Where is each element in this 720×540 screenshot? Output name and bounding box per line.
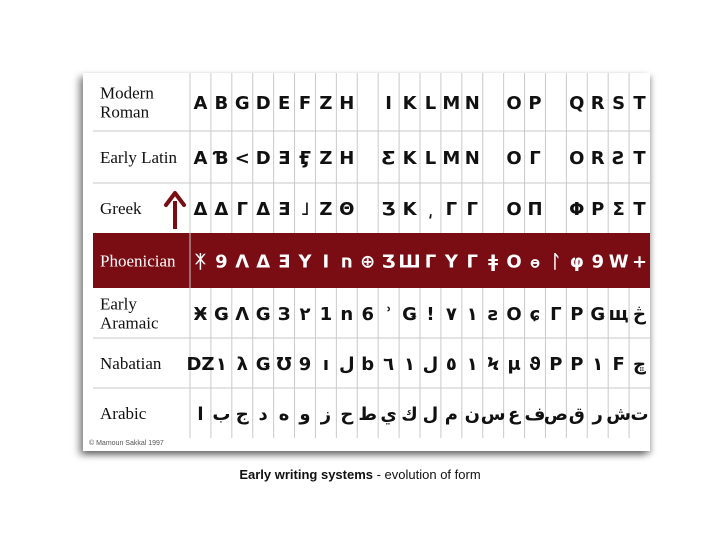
letter-glyph: ˩ [300,199,310,220]
letter-glyph: ⊕ [360,251,376,273]
letter-glyph: P [570,304,584,325]
letter-glyph: ١ [404,354,416,375]
letter-glyph: ع [507,404,521,425]
letter-glyph: ⲑ [530,251,540,273]
row-label: Roman [100,102,150,122]
letter-glyph: H [339,93,355,114]
letter-glyph: Λ [235,251,250,273]
letter-glyph: ᛡ [195,251,206,273]
row-label: Aramaic [100,313,159,333]
letter-glyph: Ǳ [186,354,215,375]
letter-glyph: Q [569,93,585,114]
letter-glyph: ف [524,404,546,425]
letter-glyph: Γ [550,304,562,325]
caption-rest: - evolution of form [373,467,481,482]
letter-glyph: T [633,148,646,169]
letter-glyph: D [255,148,271,169]
letter-glyph: Σ [612,199,625,220]
letter-glyph: F [612,354,625,375]
letter-glyph: L [424,93,437,114]
letter-glyph: Ш [398,251,421,273]
row-label: Arabic [100,404,147,423]
letter-glyph: K [402,148,417,169]
letter-glyph: P [591,199,605,220]
letter-glyph: ח [340,251,354,273]
letter-glyph: ͵ [427,199,434,220]
letter-glyph: K [402,93,417,114]
letter-glyph: ٦ [383,354,395,375]
letter-glyph: G [234,93,250,114]
letter-glyph: Ǥ [402,304,417,325]
letter-glyph: د [258,404,268,425]
letter-glyph: 9 [591,251,604,273]
letter-glyph: ʾ [385,304,392,325]
letter-glyph: ɕ [529,304,541,325]
letter-glyph: Ǥ [590,304,606,325]
letter-glyph: ه [278,404,290,425]
letter-glyph: Δ [256,199,271,220]
letter-glyph: ن [464,404,480,425]
letter-glyph: ب [212,404,231,425]
letter-glyph: Γ [466,251,479,273]
writing-systems-figure [83,73,650,451]
letter-glyph: n [340,304,354,325]
letter-glyph: ح [340,404,354,425]
letter-glyph: Ӻ [299,148,311,169]
letter-glyph: E [277,93,291,114]
letter-glyph: ٥ [445,354,457,375]
row-label: Nabatian [100,354,162,373]
letter-glyph: T [633,93,646,114]
letter-glyph: T [633,199,646,220]
letter-glyph: 6 [361,304,374,325]
letter-glyph: S [612,93,626,114]
caption-bold: Early writing systems [239,467,373,482]
letter-glyph: λ [236,354,248,375]
letter-glyph: Z [319,93,333,114]
letter-glyph: Ʒ [381,199,396,220]
letter-glyph: ١ [466,304,478,325]
letter-glyph: Ǥ [255,354,271,375]
letter-glyph: ر [592,404,603,425]
letter-glyph: W [608,251,629,273]
letter-glyph: A [193,148,208,169]
letter-glyph: ١ [592,354,604,375]
letter-glyph: Δ [214,199,229,220]
letter-glyph: ل [422,354,439,375]
letter-glyph: ١ [466,354,478,375]
letter-glyph: Ƨ [612,148,626,169]
letter-glyph: Δ [193,199,208,220]
letter-glyph: Ʒ [381,251,396,273]
letter-glyph: Ǝ [277,199,291,220]
letter-glyph: I [322,251,330,273]
letter-glyph: Φ [569,199,585,220]
figure-caption [0,467,720,482]
letter-glyph: B [214,93,229,114]
letter-glyph: щ [608,304,629,325]
row-label: Early Latin [100,148,177,167]
letter-glyph: Ɓ [214,148,229,169]
letter-glyph: ط [358,404,378,425]
letter-glyph: O [506,304,522,325]
letter-glyph: ǃ [427,304,434,325]
letter-glyph: ١ [215,354,227,375]
letter-glyph: ı [322,354,329,375]
letter-glyph: μ [507,354,521,375]
letter-glyph: ǂ [488,251,499,273]
letter-glyph: Y [444,251,458,273]
letter-glyph: Ǝ [277,148,291,169]
letter-glyph: و [299,404,311,425]
letter-glyph: ت [630,404,649,425]
letter-glyph: P [549,354,563,375]
letter-glyph: O [506,148,522,169]
letter-glyph: M [442,148,461,169]
letter-glyph: ٧ [445,304,457,325]
letter-glyph: ᛚ [550,251,562,273]
letter-glyph: Z [319,199,333,220]
letter-glyph: P [570,354,584,375]
letter-glyph: b [361,354,375,375]
letter-glyph: ϑ [529,354,541,375]
letter-glyph: Ʊ [276,354,292,375]
letter-glyph: Ǥ [255,304,271,325]
letter-glyph: Γ [236,199,249,220]
letter-glyph: Π [527,199,543,220]
row-label: Modern [100,83,154,103]
letter-glyph: < [234,148,250,169]
letter-glyph: Ƹ [381,148,396,169]
letter-glyph: A [193,93,208,114]
letter-glyph: څ [633,304,647,325]
letter-glyph: ƨ [487,304,499,325]
letter-glyph: Γ [445,199,458,220]
letter-glyph: ز [320,404,332,425]
copyright-credit: © Mamoun Sakkal 1997 [89,440,164,447]
letter-glyph: O [506,199,522,220]
letter-glyph: ٢ [299,304,311,325]
row-label: Early [100,294,137,314]
letter-glyph: H [339,148,355,169]
letter-glyph: Γ [529,148,541,169]
letter-glyph: L [424,148,437,169]
letter-glyph: Δ [256,251,271,273]
letter-glyph: Ǥ [213,304,229,325]
letter-glyph: R [590,93,605,114]
letter-glyph: 9 [298,354,312,375]
letter-glyph: س [480,404,506,425]
letter-glyph: F [298,93,312,114]
letter-glyph: 1 [319,304,333,325]
letter-glyph: ق [568,404,585,425]
letter-glyph: 9 [215,251,228,273]
letter-glyph: ج [235,404,249,425]
letter-glyph: N [464,148,480,169]
letter-glyph: I [385,93,392,114]
letter-glyph: K [402,199,417,220]
letter-glyph: ڇ [633,354,647,375]
letter-glyph: Z [319,148,333,169]
row-label: Phoenician [100,251,176,271]
letter-glyph: + [631,251,648,273]
letter-glyph: ش [606,404,632,425]
letter-glyph: ص [543,404,569,425]
letter-glyph: Ǝ [277,251,291,273]
letter-glyph: M [442,93,461,114]
letter-glyph: R [590,148,605,169]
letter-glyph: Ϟ [486,354,500,375]
letter-glyph: Γ [466,199,479,220]
letter-glyph: O [569,148,585,169]
script-evolution-table [83,73,650,451]
letter-glyph: Γ [424,251,437,273]
letter-glyph: O [506,93,522,114]
letter-glyph: م [444,404,458,425]
letter-glyph: D [255,93,271,114]
letter-glyph: O [506,251,522,273]
letter-glyph: ي [380,404,397,425]
letter-glyph: ل [339,354,355,375]
letter-glyph: Λ [235,304,250,325]
letter-glyph: Y [298,251,312,273]
letter-glyph: Θ [339,199,355,220]
letter-glyph: Ӿ [193,304,208,325]
letter-glyph: ل [422,404,439,425]
letter-glyph: φ [569,251,584,273]
letter-glyph: ك [401,404,418,425]
row-label: Greek [100,199,142,218]
letter-glyph: N [464,93,480,114]
letter-glyph: ا [197,404,204,425]
letter-glyph: P [528,93,542,114]
letter-glyph: З [277,304,291,325]
